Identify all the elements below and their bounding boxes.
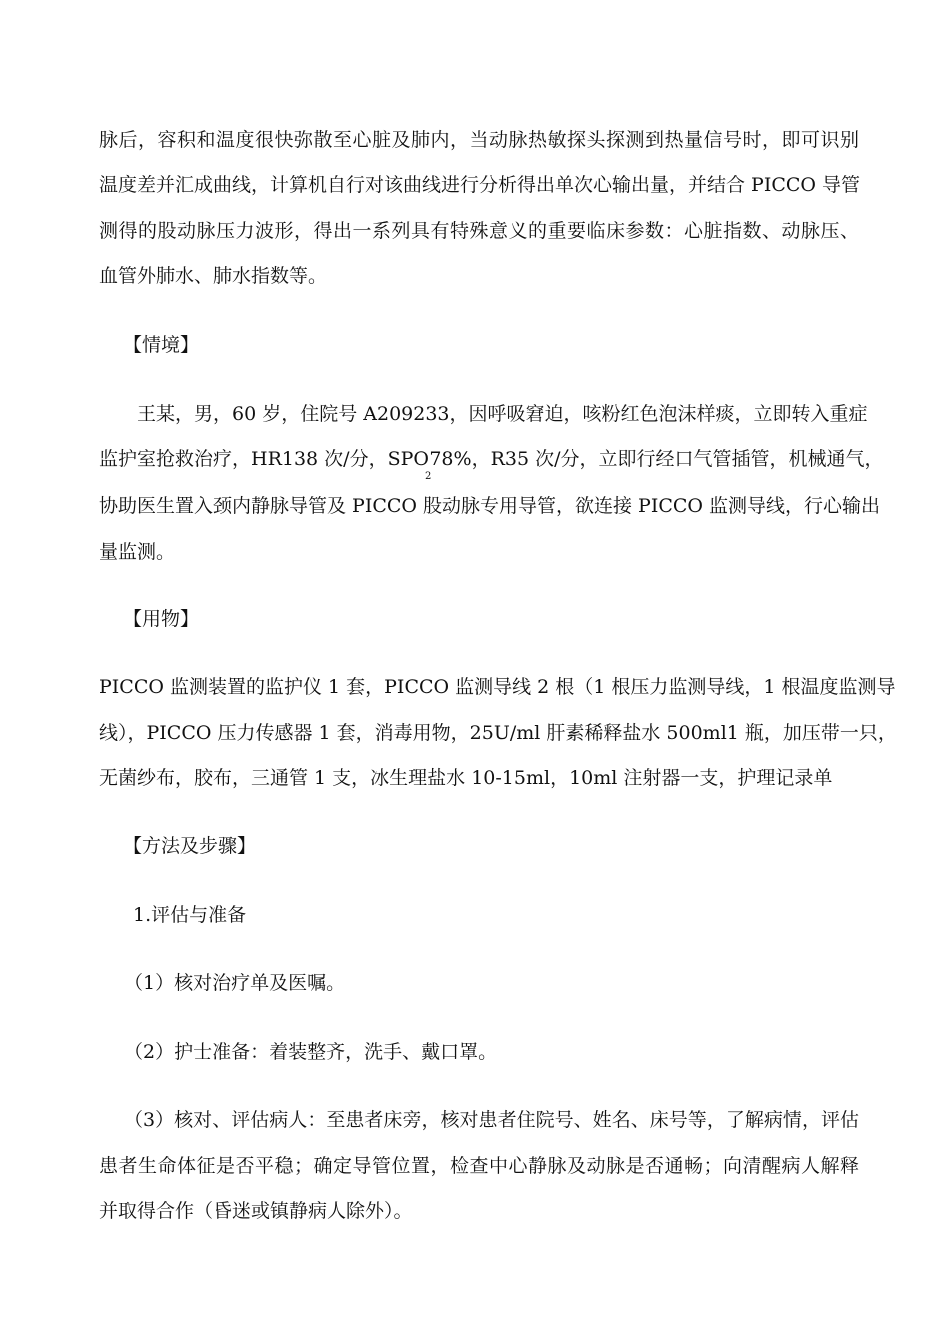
- scenario-line-2: [99, 447, 884, 482]
- supplies-line-3: 无菌纱布，胶布，三通管 1 支，冰生理盐水 10-15ml，10ml 注射器一支，护理记录单: [99, 767, 833, 789]
- scenario-line-2b: 78%，R35 次/分，立即行经口气管插管，机械通气，: [429, 448, 884, 470]
- scenario-line-1: 王某，男，60 岁，住院号 A209233，因呼吸窘迫，咳粉红色泡沫样痰，立即转入重症: [137, 403, 868, 425]
- intro-line-3: 测得的股动脉压力波形，得出一系列具有特殊意义的重要临床参数：心脏指数、动脉压、: [99, 220, 859, 242]
- step-1-item-3-line-1: （3）核对、评估病人：至患者床旁，核对患者住院号、姓名、床号等，了解病情，评估: [124, 1109, 859, 1131]
- supplies-line-2: 线），PICCO 压力传感器 1 套，消毒用物，25U/ml 肝素稀释盐水 500ml1 瓶，加压带一只，: [99, 722, 897, 744]
- intro-line-1: 脉后，容积和温度很快弥散至心脏及肺内，当动脉热敏探头探测到热量信号时，即可识别: [99, 129, 859, 151]
- step-1-item-2: （2）护士准备：着装整齐，洗手、戴口罩。: [124, 1041, 498, 1063]
- intro-line-2: 温度差并汇成曲线，计算机自行对该曲线进行分析得出单次心输出量，并结合 PICCO 导管: [99, 174, 861, 196]
- scenario-line-3: 协助医生置入颈内静脉导管及 PICCO 股动脉专用导管，欲连接 PICCO 监测导线，行心输出: [99, 495, 881, 517]
- step-1-item-3-line-2: 患者生命体征是否平稳；确定导管位置，检查中心静脉及动脉是否通畅；向清醒病人解释: [99, 1155, 859, 1177]
- step-1-item-1: （1）核对治疗单及医嘱。: [124, 972, 346, 994]
- method-heading: 【方法及步骤】: [123, 835, 257, 857]
- scenario-line-2a: 监护室抢救治疗，HR138 次/分，SPO: [99, 448, 429, 470]
- supplies-line-1: PICCO 监测装置的监护仪 1 套，PICCO 监测导线 2 根（1 根压力监测导线，1 根温度监测导: [99, 676, 896, 698]
- step-1-item-3-line-3: 并取得合作（昏迷或镇静病人除外）。: [99, 1200, 413, 1222]
- scenario-heading: 【情境】: [123, 334, 200, 356]
- subscript-2: 2: [424, 471, 432, 482]
- scenario-line-4: 量监测。: [99, 541, 176, 563]
- supplies-heading: 【用物】: [123, 608, 200, 630]
- intro-line-4: 血管外肺水、肺水指数等。: [99, 265, 328, 287]
- step-1-title: 1.评估与准备: [133, 904, 247, 926]
